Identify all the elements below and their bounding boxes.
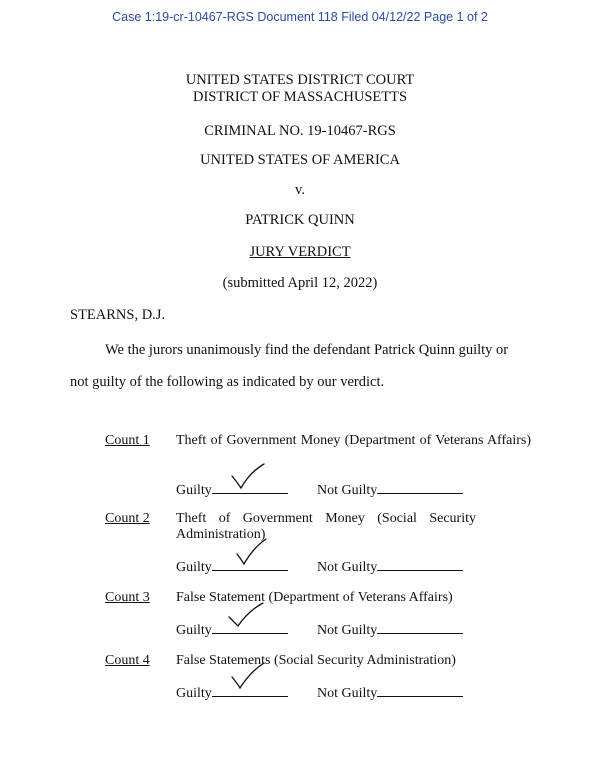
count-3-not-guilty-row bbox=[317, 621, 463, 639]
count-1-description: Theft of Government Money (Department of Veterans Affairs) bbox=[176, 433, 531, 448]
count-2-description: Theft of Government Money (Social Security Administration) bbox=[176, 511, 476, 542]
case-number: CRIMINAL NO. 19-10467-RGS bbox=[204, 123, 396, 139]
intro-line1: We the jurors unanimously find the defendant Patrick Quinn guilty or bbox=[105, 342, 509, 358]
guilty-label: Guilty bbox=[176, 560, 212, 575]
defendant-name: PATRICK QUINN bbox=[245, 212, 355, 228]
count-1-guilty-check-icon bbox=[228, 462, 268, 492]
count-3-label: Count 3 bbox=[105, 590, 150, 605]
not-guilty-blank[interactable] bbox=[377, 684, 463, 697]
versus: v. bbox=[295, 182, 305, 198]
count-4-description: False Statements (Social Security Administration) bbox=[176, 653, 456, 668]
not-guilty-label: Not Guilty bbox=[317, 623, 378, 638]
count-1-label: Count 1 bbox=[105, 433, 150, 448]
plaintiff-name: UNITED STATES OF AMERICA bbox=[200, 152, 400, 168]
not-guilty-blank[interactable] bbox=[377, 481, 463, 494]
court-name-line1: UNITED STATES DISTRICT COURT bbox=[185, 72, 415, 88]
intro-line2: not guilty of the following as indicated by our verdict. bbox=[70, 374, 385, 390]
not-guilty-blank[interactable] bbox=[377, 621, 463, 634]
guilty-label: Guilty bbox=[176, 686, 212, 701]
document-title bbox=[0, 244, 600, 261]
count-4-not-guilty-row bbox=[317, 684, 463, 702]
count-3-guilty-check-icon bbox=[226, 601, 266, 631]
not-guilty-blank[interactable] bbox=[377, 558, 463, 571]
count-2-guilty-check-icon bbox=[232, 538, 272, 568]
not-guilty-label: Not Guilty bbox=[317, 686, 378, 701]
document-title-text: JURY VERDICT bbox=[249, 244, 351, 260]
count-2-not-guilty-row bbox=[317, 558, 463, 576]
count-2-label: Count 2 bbox=[105, 511, 150, 526]
count-1-not-guilty-row bbox=[317, 481, 463, 499]
not-guilty-label: Not Guilty bbox=[317, 483, 378, 498]
count-3-description: False Statement (Department of Veterans Affairs) bbox=[176, 590, 453, 605]
count-4-label: Count 4 bbox=[105, 653, 150, 668]
judge-name: STEARNS, D.J. bbox=[70, 307, 166, 323]
guilty-label: Guilty bbox=[176, 623, 212, 638]
guilty-label: Guilty bbox=[176, 483, 212, 498]
not-guilty-label: Not Guilty bbox=[317, 560, 378, 575]
count-4-guilty-check-icon bbox=[228, 662, 268, 692]
court-filing-header: Case 1:19-cr-10467-RGS Document 118 Filed 04/12/22 Page 1 of 2 bbox=[112, 10, 488, 24]
court-name-line2: DISTRICT OF MASSACHUSETTS bbox=[192, 89, 408, 105]
submitted-date: (submitted April 12, 2022) bbox=[222, 275, 378, 291]
